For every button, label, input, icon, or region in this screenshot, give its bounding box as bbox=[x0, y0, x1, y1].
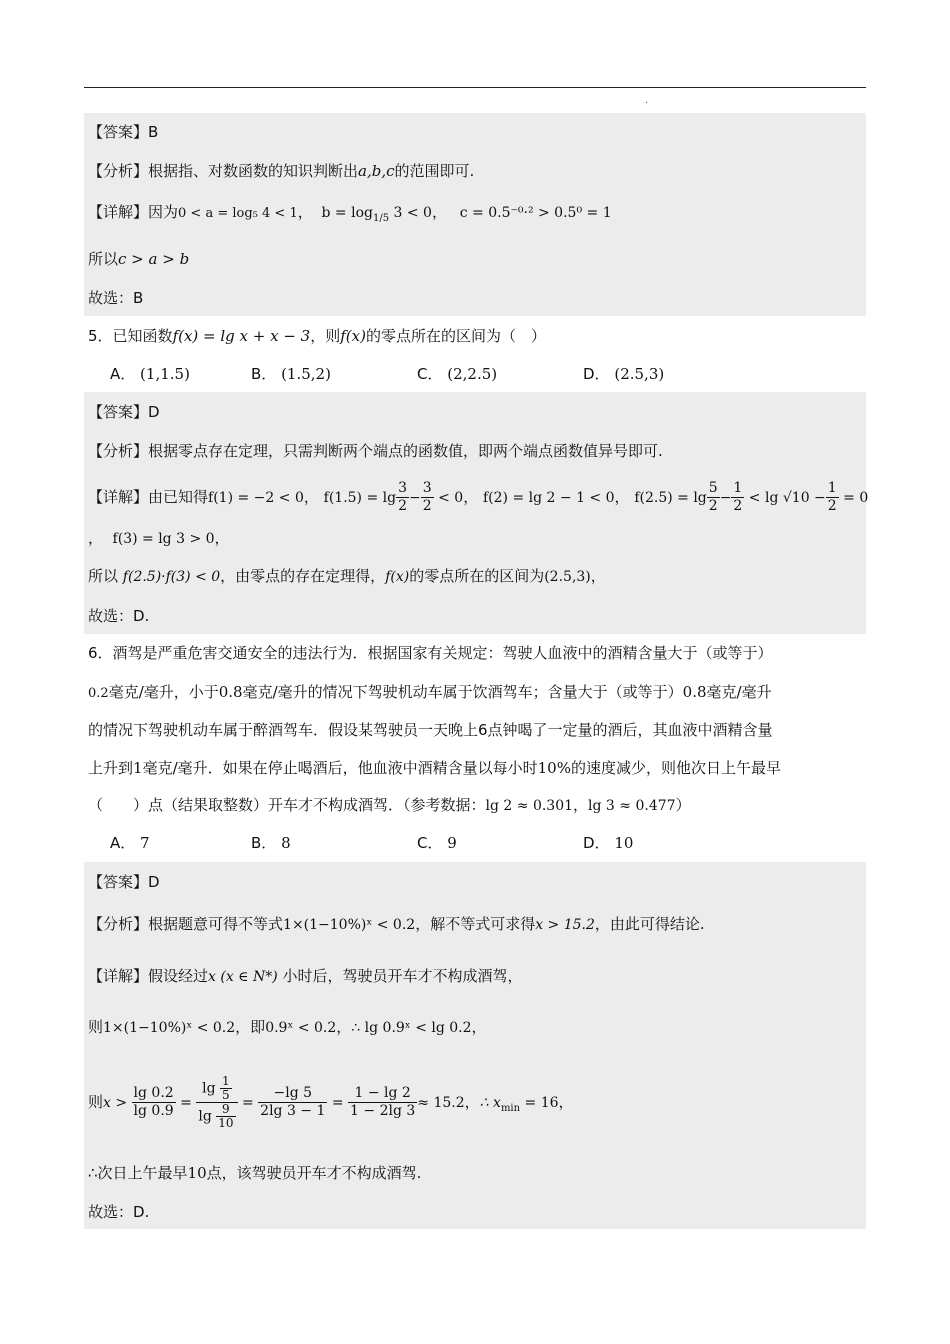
q5-so-c: 的零点所在的区间为 bbox=[409, 567, 545, 585]
q5-d4-frac2: $\frac{1}{2}$ bbox=[733, 480, 743, 514]
q5-option-c-label: C． bbox=[417, 365, 443, 383]
q5-stem-c: 的零点所在的区间为（ ） bbox=[365, 327, 546, 345]
q4-analysis bbox=[88, 160, 474, 182]
q6-frac1: $\frac{\lg 0.2}{\lg 0.9}$ bbox=[133, 1085, 174, 1119]
q5-option-a-label: A． bbox=[110, 365, 136, 383]
q4-choose: 故选：B bbox=[88, 289, 144, 307]
q6-choose: 故选：D. bbox=[88, 1203, 150, 1221]
q5-stem bbox=[88, 325, 546, 347]
q5-detail: 【详解】由已知得f(1) = −2 < 0， f(1.5) = lg $\frac{3}{2}$ − $\frac{3}{2}$ < 0， f(2) = lg 2 − 1 < 0， f(2.5) = lg $\frac{5}{2}$ − $\frac{1}{2}$ < lg √10 − $\frac{1}{2}$ = 0 bbox=[88, 480, 869, 514]
q4-analysis-text: 根据指、对数函数的知识判断出 bbox=[148, 162, 359, 180]
q6-concl-a: ∴次日上午最早 bbox=[88, 1164, 188, 1182]
q5-so-b: ，由零点的存在定理得， bbox=[220, 567, 386, 585]
q6-analysis-label: 【分析】 bbox=[88, 915, 149, 933]
q4-detail-label: 【详解】 bbox=[88, 203, 149, 221]
q6-then1d: ， bbox=[471, 1018, 487, 1036]
q6-then1m2: 0.9ˣ < 0.2 bbox=[265, 1020, 337, 1036]
q5-option-c-value: (2,2.5) bbox=[447, 365, 498, 383]
q6-then1a: 则 bbox=[88, 1018, 104, 1036]
q6-detail-m: x (x ∈ N*) bbox=[208, 969, 278, 985]
q6-analysis-c: ，由此可得结论. bbox=[594, 915, 705, 933]
q4-detail-b: b = log bbox=[321, 205, 373, 221]
q5-so-int: (2.5,3) bbox=[544, 569, 591, 585]
q4-analysis-label: 【分析】 bbox=[88, 162, 149, 180]
q4-analysis-tail: 的范围即可. bbox=[394, 162, 475, 180]
q6-stem-line5 bbox=[88, 794, 691, 817]
q6-l4a: 上升到 bbox=[88, 759, 134, 777]
q4-so-math: c > a > b bbox=[118, 250, 190, 268]
q5-option-c bbox=[417, 363, 497, 385]
q6-l5b: lg 2 ≈ 0.301 bbox=[485, 798, 574, 814]
q6-l5d: lg 3 ≈ 0.477 bbox=[588, 798, 676, 814]
q6-then2a: 则 bbox=[88, 1093, 104, 1111]
q5-so: 所以 f(2.5)·f(3) < 0，由零点的存在定理得，f(x)的零点所在的区间为(2.5,3)， bbox=[88, 567, 606, 585]
q6-option-a-value: 7 bbox=[140, 834, 150, 852]
q5-stem-fx2: f(x) bbox=[340, 327, 366, 345]
q6-l2f: 毫克/毫升 bbox=[706, 683, 772, 701]
q6-conclusion bbox=[88, 1162, 421, 1184]
q6-then2sub: min bbox=[500, 1103, 521, 1114]
q6-then2b: ， bbox=[464, 1093, 480, 1111]
q6-l4d: 10% bbox=[537, 759, 571, 777]
q5-d2-frac: $\frac{3}{2}$ bbox=[398, 480, 408, 514]
q5-d4-frac3: $\frac{1}{2}$ bbox=[827, 480, 837, 514]
q6-then2: 则x > $\frac{\lg 0.2}{\lg 0.9}$ = lg $\frac{1}{5}$ lg $\frac{9}{10}$ = $\frac{-\lg 5}{2\lg 3 - 1}$ = $\frac{1 - \lg 2}{1 - 2\lg 3}$ ≈ 15.2，∴ $x_{min} = 16$， bbox=[88, 1074, 574, 1130]
q5-option-b bbox=[251, 363, 331, 385]
q4-so-text: 所以 bbox=[88, 250, 119, 268]
q6-frac4: $\frac{1 - \lg 2}{1 - 2\lg 3}$ bbox=[350, 1085, 416, 1119]
q5-d4-frac: $\frac{5}{2}$ bbox=[708, 480, 718, 514]
q6-analysis bbox=[88, 913, 705, 936]
q4-detail-c: c = 0.5⁻⁰·² > 0.5⁰ = 1 bbox=[459, 205, 612, 221]
q6-stem-line2 bbox=[88, 681, 772, 705]
q5-stem-b: ，则 bbox=[310, 327, 341, 345]
q6-then1b: ，即 bbox=[235, 1018, 266, 1036]
q6-stem-line4 bbox=[88, 757, 781, 779]
q6-detail-a: 假设经过 bbox=[148, 967, 209, 985]
q5-analysis-label: 【分析】 bbox=[88, 442, 149, 460]
q5-detail-text: 由已知得 bbox=[148, 488, 209, 506]
q6-l4c: 毫克/毫升．如果在停止喝酒后，他血液中酒精含量以每小时 bbox=[142, 759, 538, 777]
q6-option-b-label: B． bbox=[251, 834, 277, 852]
q5-so-text: 所以 bbox=[88, 567, 119, 585]
q5-option-a bbox=[110, 363, 190, 385]
q5-d2: f(1.5) = lg bbox=[323, 490, 397, 506]
q4-detail-a: 0 < a = log₅ 4 < 1 bbox=[178, 206, 298, 221]
q6-option-d-label: D． bbox=[583, 834, 610, 852]
q5-answer: 【答案】D bbox=[88, 403, 160, 421]
q5-d5: f(3) = lg 3 > 0 bbox=[112, 531, 215, 547]
q6-l2b: 毫克/毫升，小于 bbox=[108, 683, 219, 701]
q5-option-d-label: D． bbox=[583, 365, 610, 383]
q5-option-d-value: (2.5,3) bbox=[614, 365, 665, 383]
q6-option-c bbox=[417, 832, 457, 854]
q6-analysis-b: ，解不等式可求得 bbox=[415, 915, 536, 933]
q6-option-d-value: 10 bbox=[614, 834, 634, 852]
q6-option-b-value: 8 bbox=[281, 834, 291, 852]
q6-then1m: 1×(1−10%)ˣ < 0.2 bbox=[103, 1020, 236, 1036]
q4-detail-b-sub: 1/5 bbox=[372, 213, 390, 224]
q6-then2m: ≈ 15.2 bbox=[417, 1095, 465, 1111]
q5-stem-num: 5． bbox=[88, 327, 113, 345]
q5-so-math: f(2.5)·f(3) < 0 bbox=[122, 569, 221, 585]
q6-analysis-m: 1×(1−10%)ˣ < 0.2 bbox=[283, 917, 416, 933]
q6-l2e: 0.8 bbox=[682, 683, 707, 701]
q6-concl-m: 10 bbox=[187, 1164, 207, 1182]
q4-detail: 【详解】因为0 < a = log₅ 4 < 1， $b = \log_{1/5} 3 < 0$， c = 0.5⁻⁰·² > 0.5⁰ = 1 bbox=[88, 203, 612, 224]
header-dot: . bbox=[645, 95, 649, 106]
q5-so-fx: f(x) bbox=[385, 569, 410, 585]
q6-option-d bbox=[583, 832, 633, 854]
q5-stem-a: 已知函数 bbox=[112, 327, 173, 345]
q6-option-c-label: C． bbox=[417, 834, 443, 852]
header-rule bbox=[84, 87, 866, 88]
q6-then1c: ， bbox=[336, 1018, 352, 1036]
q6-l5a: （ ）点（结果取整数）开车才不构成酒驾．（参考数据： bbox=[88, 796, 486, 814]
q6-l5e: ） bbox=[675, 796, 691, 814]
q6-option-b bbox=[251, 832, 291, 854]
q6-option-a bbox=[110, 832, 150, 854]
q6-l2c: 0.8 bbox=[218, 683, 243, 701]
q4-answer: 【答案】B bbox=[88, 123, 159, 141]
q6-l4e: 的速度减少，则他次日上午最早 bbox=[570, 759, 781, 777]
q4-so bbox=[88, 248, 189, 270]
q6-then2m3: = 16 bbox=[520, 1095, 559, 1111]
q6-option-c-value: 9 bbox=[447, 834, 457, 852]
q6-analysis-a: 根据题意可得不等式 bbox=[148, 915, 284, 933]
q6-l5c: ， bbox=[573, 796, 589, 814]
q6-then2m2: ∴ x bbox=[479, 1095, 501, 1111]
q6-l2d: 毫克/毫升的情况下驾驶机动车属于饮酒驾车；含量大于（或等于） bbox=[242, 683, 683, 701]
q5-stem-fx: f(x) = lg x + x − 3 bbox=[172, 327, 311, 345]
q6-l4b: 1 bbox=[133, 759, 143, 777]
q5-detail-cont: ， f(3) = lg 3 > 0， bbox=[88, 529, 230, 547]
q6-detail bbox=[88, 965, 523, 988]
q4-analysis-vars: a,b,c bbox=[358, 162, 395, 180]
q6-stem-line3: 的情况下驾驶机动车属于醉酒驾车．假设某驾驶员一天晚上6点钟喝了一定量的酒后，其血液中酒精含量 bbox=[88, 721, 773, 739]
q6-option-a-label: A． bbox=[110, 834, 136, 852]
q6-then1 bbox=[88, 1016, 487, 1039]
q6-answer: 【答案】D bbox=[88, 873, 160, 891]
q4-detail-b-tail: 3 < 0 bbox=[389, 205, 432, 221]
q5-option-b-value: (1.5,2) bbox=[281, 365, 331, 383]
q6-concl-b: 点，该驾驶员开车才不构成酒驾. bbox=[206, 1164, 422, 1182]
q5-option-b-label: B． bbox=[251, 365, 277, 383]
q6-frac2: lg $\frac{1}{5}$ lg $\frac{9}{10}$ bbox=[196, 1075, 237, 1130]
q5-option-a-value: (1,1.5) bbox=[140, 365, 190, 383]
q6-detail-b: 小时后，驾驶员开车才不构成酒驾， bbox=[282, 967, 523, 985]
q6-analysis-m2: x > 15.2 bbox=[535, 917, 595, 933]
q5-option-d bbox=[583, 363, 664, 385]
q5-d4: f(2.5) = lg bbox=[634, 490, 707, 506]
q4-detail-text: 因为 bbox=[148, 203, 179, 221]
q5-d1: f(1) = −2 < 0 bbox=[208, 490, 304, 506]
q6-frac3: $\frac{-\lg 5}{2\lg 3 - 1}$ bbox=[260, 1085, 326, 1119]
q6-then2c: ， bbox=[558, 1093, 574, 1111]
q5-analysis-text: 根据零点存在定理，只需判断两个端点的函数值，即两个端点函数值异号即可. bbox=[148, 442, 663, 460]
q6-detail-label: 【详解】 bbox=[88, 967, 149, 985]
q5-detail-label: 【详解】 bbox=[88, 488, 149, 506]
q5-analysis bbox=[88, 440, 663, 462]
q5-d3: f(2) = lg 2 − 1 < 0 bbox=[483, 490, 615, 506]
q5-choose: 故选：D. bbox=[88, 607, 150, 625]
q6-then1m3: ∴ lg 0.9ˣ < lg 0.2 bbox=[351, 1020, 472, 1036]
q6-l2a: 0.2 bbox=[88, 686, 109, 701]
q5-d2-frac2: $\frac{3}{2}$ bbox=[422, 480, 432, 514]
q6-stem-line1: 6．酒驾是严重危害交通安全的违法行为．根据国家有关规定：驾驶人血液中的酒精含量大于（或等于） bbox=[88, 644, 773, 662]
